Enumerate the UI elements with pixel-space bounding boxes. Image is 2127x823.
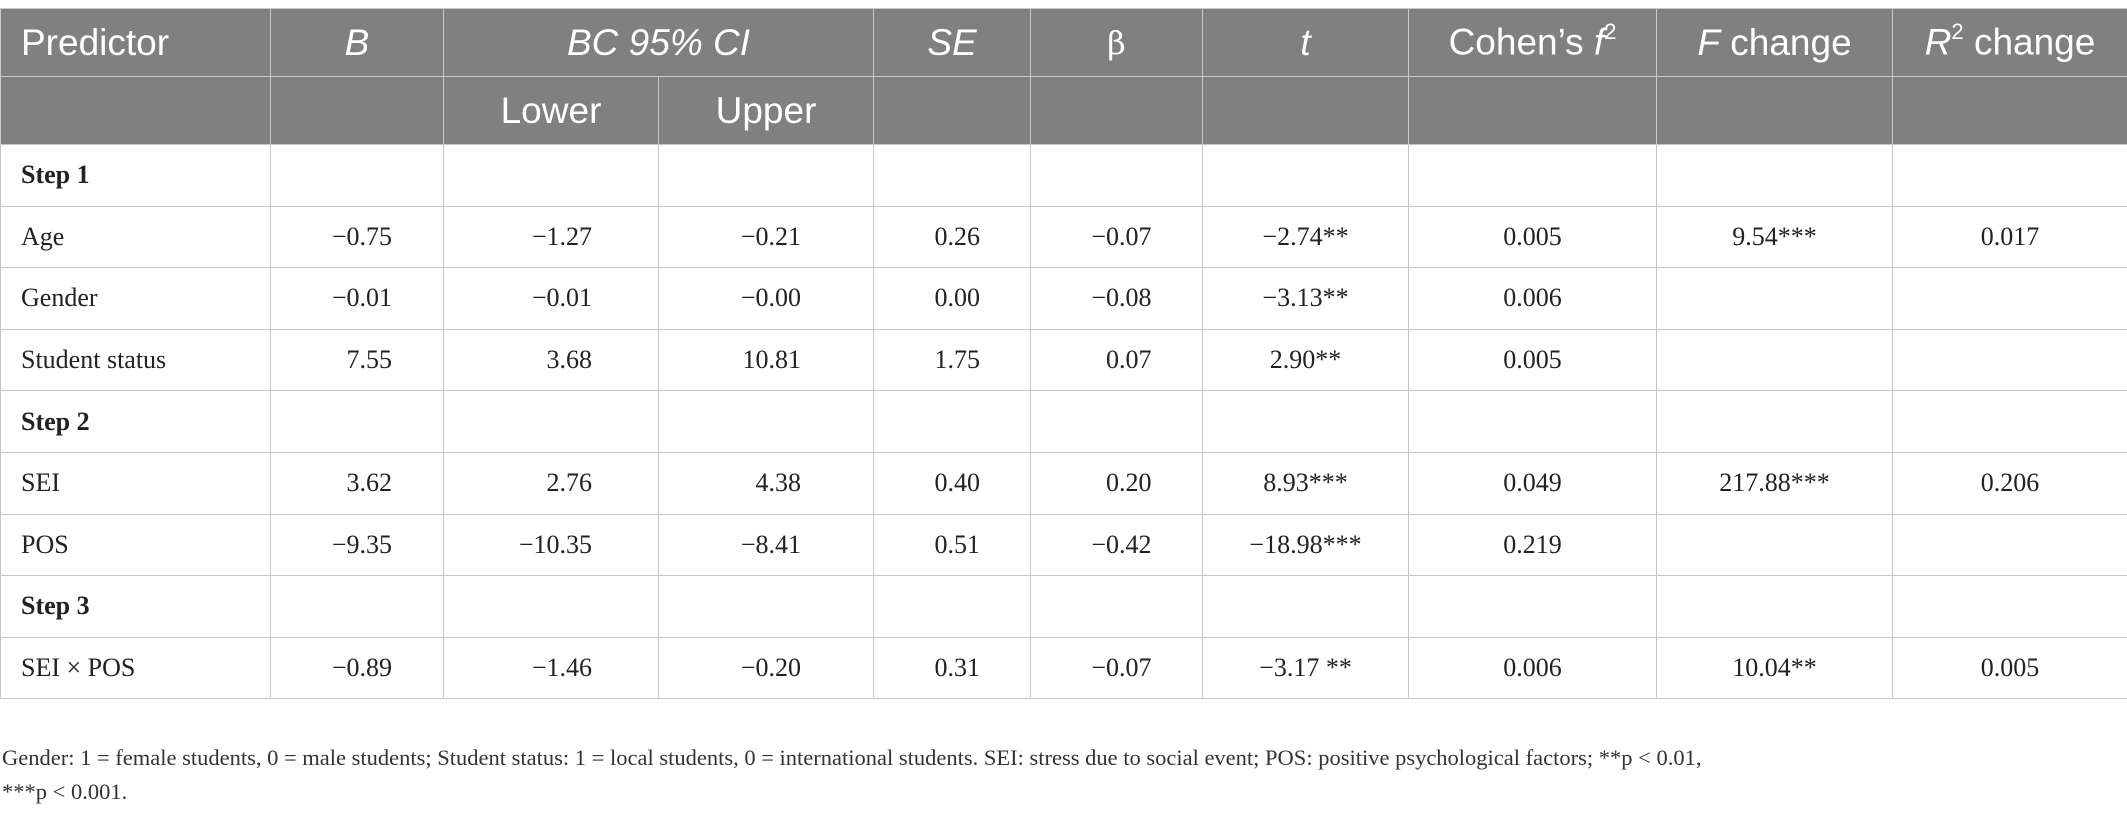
b-cell: −9.35 [271, 514, 444, 576]
footnote-line-1: Gender: 1 = female students, 0 = male students; Student status: 1 = local students, 0 = international students. SEI: stress due to social event; POS: positive psychological factors; **p < 0.01, [2, 745, 1702, 770]
r2-change-cell: 0.206 [1893, 452, 2127, 514]
regression-table [0, 8, 2127, 699]
header-empty [1893, 77, 2127, 145]
header-r2-change [1893, 9, 2127, 77]
header-r2-change-var: R [1924, 21, 1952, 63]
table-row [1, 329, 2127, 391]
predictor-cell: Gender [1, 268, 271, 330]
se-cell: 1.75 [874, 329, 1031, 391]
t-cell: −2.74** [1203, 206, 1409, 268]
header-beta: β [1031, 9, 1203, 77]
predictor-cell: Age [1, 206, 271, 268]
b-cell: −0.89 [271, 637, 444, 699]
beta-cell: −0.42 [1031, 514, 1203, 576]
step-label: Step 3 [1, 576, 271, 638]
header-cohens-f2-sup: 2 [1604, 19, 1617, 45]
header-predictor: Predictor [1, 9, 271, 77]
lower-cell: 2.76 [444, 452, 659, 514]
t-cell: 2.90** [1203, 329, 1409, 391]
table-footnote [2, 741, 2112, 809]
beta-cell: −0.07 [1031, 206, 1203, 268]
b-cell: 3.62 [271, 452, 444, 514]
f2-cell: 0.006 [1409, 637, 1657, 699]
header-empty [874, 77, 1031, 145]
step-row [1, 576, 2127, 638]
header-empty [1409, 77, 1657, 145]
predictor-cell: SEI × POS [1, 637, 271, 699]
step-label: Step 2 [1, 391, 271, 453]
f2-cell: 0.005 [1409, 206, 1657, 268]
r2-change-cell: 0.005 [1893, 637, 2127, 699]
r2-change-cell [1893, 514, 2127, 576]
beta-cell: −0.08 [1031, 268, 1203, 330]
f2-cell: 0.006 [1409, 268, 1657, 330]
header-empty [1031, 77, 1203, 145]
lower-cell: −1.27 [444, 206, 659, 268]
header-empty [1657, 77, 1893, 145]
beta-cell: −0.07 [1031, 637, 1203, 699]
header-empty [271, 77, 444, 145]
predictor-cell: POS [1, 514, 271, 576]
table-row [1, 268, 2127, 330]
b-cell: −0.75 [271, 206, 444, 268]
table-row [1, 452, 2127, 514]
predictor-cell: SEI [1, 452, 271, 514]
beta-cell: 0.07 [1031, 329, 1203, 391]
r2-change-cell [1893, 268, 2127, 330]
table-row [1, 514, 2127, 576]
f-change-cell [1657, 329, 1893, 391]
f2-cell: 0.219 [1409, 514, 1657, 576]
t-cell: −3.13** [1203, 268, 1409, 330]
header-f-change [1657, 9, 1893, 77]
header-r2-change-sup: 2 [1951, 19, 1964, 45]
table-row [1, 637, 2127, 699]
table-row [1, 206, 2127, 268]
step-row [1, 391, 2127, 453]
footnote-line-2: ***p < 0.001. [2, 779, 128, 804]
header-row-2 [1, 77, 2127, 145]
lower-cell: −1.46 [444, 637, 659, 699]
upper-cell: −0.21 [659, 206, 874, 268]
header-f-change-var: F [1697, 21, 1720, 63]
header-t: t [1203, 9, 1409, 77]
header-row-1 [1, 9, 2127, 77]
header-cohens-f2-prefix: Cohen’s [1448, 21, 1594, 63]
header-cohens-f2-var: f [1593, 21, 1605, 63]
header-empty [1, 77, 271, 145]
header-cohens-f2 [1409, 9, 1657, 77]
se-cell: 0.26 [874, 206, 1031, 268]
lower-cell: 3.68 [444, 329, 659, 391]
se-cell: 0.31 [874, 637, 1031, 699]
upper-cell: −0.20 [659, 637, 874, 699]
f-change-cell: 10.04** [1657, 637, 1893, 699]
header-f-change-text: change [1719, 21, 1852, 63]
step-row [1, 145, 2127, 207]
header-lower: Lower [444, 77, 659, 145]
header-se: SE [874, 9, 1031, 77]
se-cell: 0.51 [874, 514, 1031, 576]
t-cell: 8.93*** [1203, 452, 1409, 514]
r2-change-cell [1893, 329, 2127, 391]
beta-cell: 0.20 [1031, 452, 1203, 514]
b-cell: −0.01 [271, 268, 444, 330]
upper-cell: −8.41 [659, 514, 874, 576]
f-change-cell [1657, 268, 1893, 330]
lower-cell: −0.01 [444, 268, 659, 330]
lower-cell: −10.35 [444, 514, 659, 576]
se-cell: 0.40 [874, 452, 1031, 514]
se-cell: 0.00 [874, 268, 1031, 330]
f2-cell: 0.049 [1409, 452, 1657, 514]
header-b: B [271, 9, 444, 77]
r2-change-cell: 0.017 [1893, 206, 2127, 268]
f-change-cell: 9.54*** [1657, 206, 1893, 268]
upper-cell: −0.00 [659, 268, 874, 330]
t-cell: −3.17 ** [1203, 637, 1409, 699]
header-upper: Upper [659, 77, 874, 145]
t-cell: −18.98*** [1203, 514, 1409, 576]
header-ci: BC 95% CI [444, 9, 874, 77]
header-empty [1203, 77, 1409, 145]
b-cell: 7.55 [271, 329, 444, 391]
upper-cell: 10.81 [659, 329, 874, 391]
f-change-cell [1657, 514, 1893, 576]
header-r2-change-text: change [1963, 21, 2096, 63]
f-change-cell: 217.88*** [1657, 452, 1893, 514]
upper-cell: 4.38 [659, 452, 874, 514]
f2-cell: 0.005 [1409, 329, 1657, 391]
predictor-cell: Student status [1, 329, 271, 391]
step-label: Step 1 [1, 145, 271, 207]
